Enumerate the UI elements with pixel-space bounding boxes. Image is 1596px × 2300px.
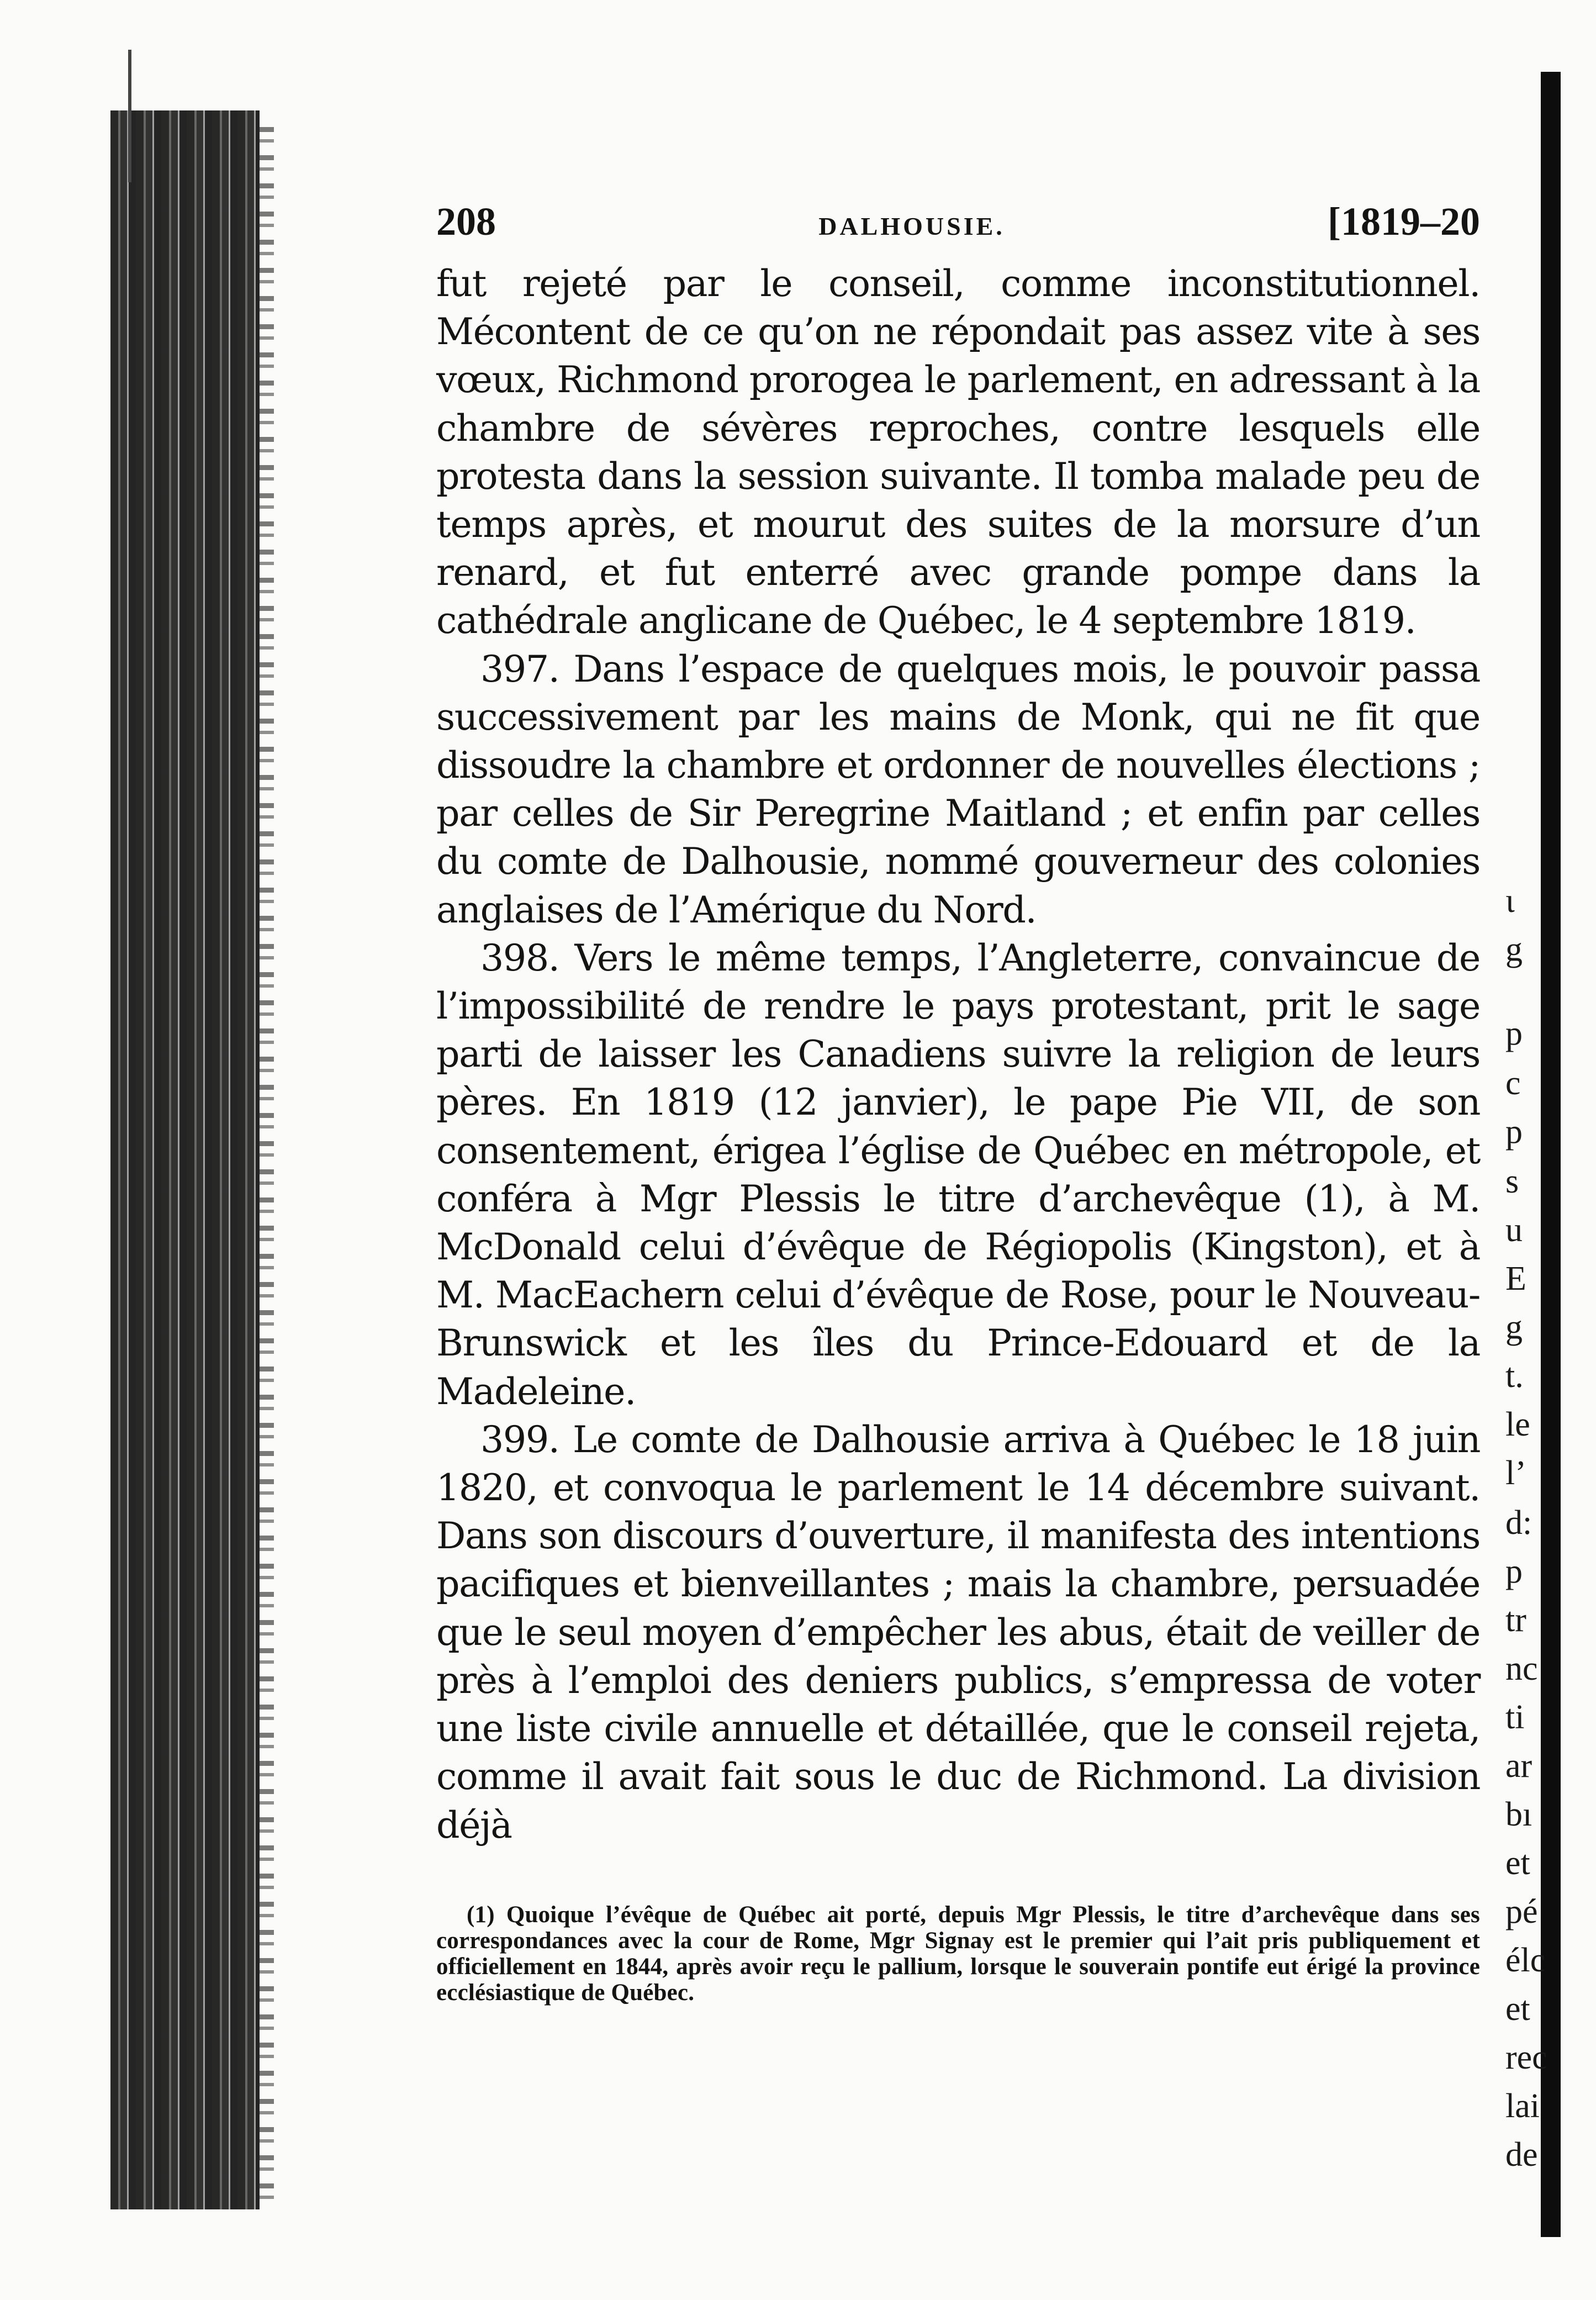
next-page-fragment: ar <box>1505 1747 1532 1785</box>
next-page-fragment: c <box>1505 1064 1521 1102</box>
next-page-fragment: pé <box>1505 1893 1538 1930</box>
next-page-fragment: bı <box>1505 1796 1532 1833</box>
next-page-fragment: l’ <box>1505 1454 1526 1492</box>
paragraph: fut rejeté par le conseil, comme inconstitutionnel. Mécontent de ce qu’on ne répondait pas assez vite à ses vœux, Richmond prorogea le parlement, en adressant à la chambre de sévères reproches, contre lesquels elle protesta dans la session suivante. Il tomba malade peu de temps après, et mourut des suites de la morsure d’un renard, et fut enterré avec grande pompe dans la cathédrale anglicane de Québec, le 4 septembre 1819. <box>436 262 1480 642</box>
book-page <box>436 199 1480 2006</box>
scan-gutter-edge <box>260 127 274 2204</box>
next-page-fragment: rec <box>1505 2039 1547 2076</box>
next-page-fragment: g <box>1505 1309 1523 1346</box>
running-header <box>436 199 1480 260</box>
right-page-border <box>1541 72 1561 2237</box>
paragraph-398: 398. Vers le même temps, l’Angleterre, convaincue de l’impossibilité de rendre le pays protestant, prit le sage parti de laisser les Canadiens suivre la religion de leurs pères. En 1819 (12 janvier), le pape Pie VII, de son consentement, érigea l’église de Québec en métropole, et conféra à Mgr Plessis le titre d’archevêque (1), à M. McDonald celui d’évêque de Régiopolis (Kingston), et à M. MacEachern celui d’évêque de Rose, pour le Nouveau-Brunswick et les îles du Prince-Edouard et de la Madeleine. <box>436 936 1480 1413</box>
next-page-fragment: g <box>1505 931 1523 968</box>
next-page-fragment: lai <box>1505 2087 1540 2125</box>
next-page-fragment: s <box>1505 1163 1519 1200</box>
next-page-fragment: élc <box>1505 1942 1546 1979</box>
header-years: [1819–20 <box>1328 199 1480 244</box>
paragraph-397: 397. Dans l’espace de quelques mois, le pouvoir passa successivement par les mains de Monk, qui ne fit que dissoudre la chambre et ordonner de nouvelles élections ; par celles de Sir Peregrine Maitland ; et enfin par celles du comte de Dalhousie, nommé gouverneur des colonies anglaises de l’Amérique du Nord. <box>436 647 1480 931</box>
running-title: DALHOUSIE. <box>818 212 1005 240</box>
next-page-fragment: tr <box>1505 1601 1526 1639</box>
next-page-fragment: u <box>1505 1211 1523 1249</box>
body-text <box>436 260 1480 1849</box>
next-page-fragment: nc <box>1505 1650 1538 1687</box>
next-page-fragment: t. <box>1505 1357 1524 1395</box>
next-page-fragment: ι <box>1505 882 1515 920</box>
next-page-fragment: p <box>1505 1113 1523 1151</box>
next-page-fragment: p <box>1505 1553 1523 1590</box>
next-page-fragment: E <box>1505 1260 1526 1297</box>
next-page-fragment: et <box>1505 1844 1530 1882</box>
page-number: 208 <box>436 199 496 244</box>
next-page-fragment: d: <box>1505 1504 1532 1542</box>
next-page-fragment: le <box>1505 1406 1530 1443</box>
scan-stray-mark <box>128 50 131 182</box>
footnote: (1) Quoique l’évêque de Québec ait porté, depuis Mgr Plessis, le titre d’archevêque dans ses correspondances avec la cour de Rome, Mgr Signay est le premier qui l’ait pris publiquement et officiellement en 1844, après avoir reçu le pallium, lorsque le souverain pontife eut érigé la province ecclésiastique de Québec. <box>436 1901 1480 2006</box>
scan-gutter-shadow <box>110 110 260 2209</box>
next-page-fragment: p <box>1505 1015 1523 1052</box>
paragraph-399: 399. Le comte de Dalhousie arriva à Québec le 18 juin 1820, et convoqua le parlement le 14 décembre suivant. Dans son discours d’ouverture, il manifesta des intentions pacifiques et bienveillantes ; mais la chambre, persuadée que le seul moyen d’empêcher les abus, était de veiller de près à l’emploi des deniers publics, s’empressa de voter une liste civile annuelle et détaillée, que le conseil rejeta, comme il avait fait sous le duc de Richmond. La division déjà <box>436 1417 1480 1847</box>
next-page-fragment: ti <box>1505 1698 1525 1736</box>
next-page-fragment: de <box>1505 2136 1538 2174</box>
next-page-fragment: et <box>1505 1990 1530 2028</box>
